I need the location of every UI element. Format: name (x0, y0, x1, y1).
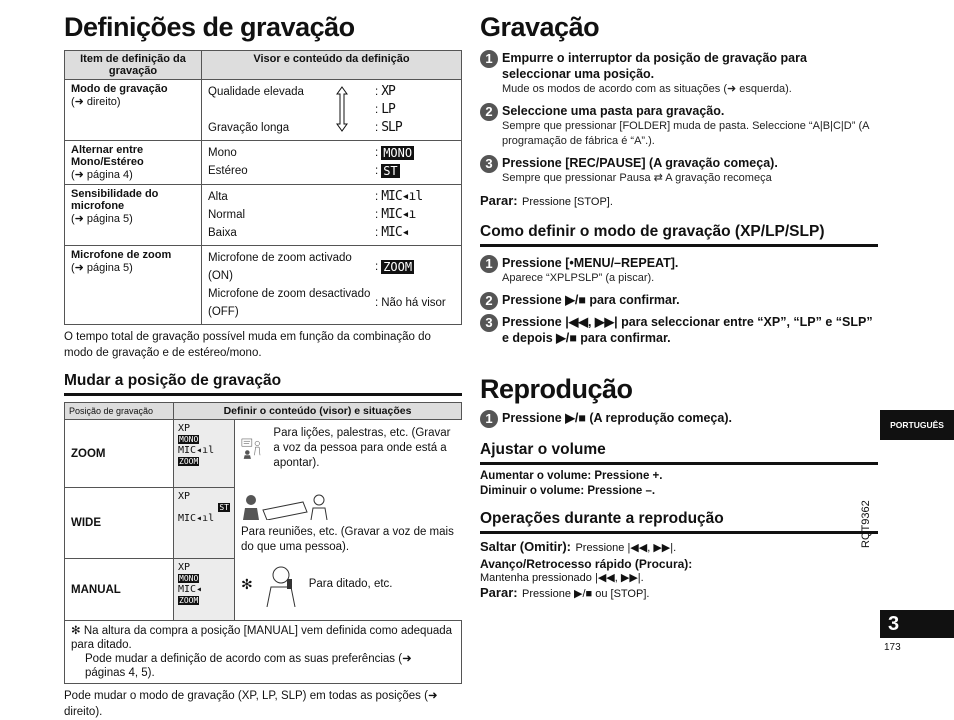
display-none: Não há visor (381, 297, 446, 309)
step-item (480, 255, 878, 286)
stop-label: Parar: (480, 585, 518, 600)
footnote-line: ✻ Na altura da compra a posição [MANUAL] vem definida como adequada para ditado. (71, 625, 453, 651)
stop-line (480, 192, 878, 210)
position-description: Para ditado, etc. (308, 578, 393, 590)
display-stack (174, 488, 235, 559)
section-title-recording: Gravação (480, 12, 600, 42)
display-slp: SLP (381, 120, 402, 135)
table-header-visor: Visor e conteúdo da definição (202, 51, 462, 80)
ff-text: Mantenha pressionado |◀◀, ▶▶|. (480, 572, 644, 584)
position-description: Para reuniões, etc. (Gravar a voz de mais do que uma pessoa). (241, 525, 454, 553)
display-stack (174, 559, 235, 621)
step-text: Pressione [•MENU/–REPEAT]. (502, 256, 679, 270)
subsection-title-operations: Operações durante a reprodução (480, 509, 878, 534)
step-text: Seleccione uma pasta para gravação. (502, 104, 725, 118)
position-name: ZOOM (65, 420, 174, 488)
table-row: Microfone de zoom (➜ página 5) Microfone de zoom activado (ON) : ZOOM Microfone de zoom desactivado (OFF) : Não há visor (65, 246, 462, 325)
step-text: Pressione |◀◀, ▶▶| para seleccionar entre “XP”, “LP” e “SLP” e depois ▶/■ para confirmar. (502, 315, 873, 345)
dictation-illustration-icon (261, 563, 301, 607)
position-description: Para lições, palestras, etc. (Gravar a voz da pessoa para onde está a apontar). (273, 426, 451, 469)
skip-text: Pressione |◀◀, ▶▶|. (575, 542, 677, 554)
option-label: Qualidade elevada (208, 86, 304, 98)
step-number: 2 (480, 103, 498, 121)
left-column (64, 10, 462, 720)
asterisk-icon: ✻ (241, 576, 253, 592)
display-line: XP (178, 491, 191, 502)
skip-label: Saltar (Omitir): (480, 539, 572, 554)
display-line: ST (219, 503, 229, 512)
display-mic-high: MIC◂ıl (381, 189, 423, 204)
display-xp: XP (381, 84, 395, 99)
step-item (480, 103, 878, 149)
ff-label: Avanço/Retrocesso rápido (Procura): (480, 557, 693, 571)
step-number: 1 (480, 255, 498, 273)
subsection-title-volume: Ajustar o volume (480, 440, 878, 465)
volume-up: Aumentar o volume: Pressione +. (480, 470, 663, 482)
table-header-definition: Definir o conteúdo (visor) e situações (174, 403, 462, 420)
skip-line (480, 538, 878, 557)
table-footnote (65, 621, 462, 684)
table-row: Sensibilidade do microfone (➜ página 5) Alta : MIC◂ıl Normal : MIC◂ı Baixa : MIC◂ (65, 185, 462, 246)
position-name: WIDE (65, 488, 174, 559)
step-text: Pressione ▶/■ (A reprodução começa). (502, 411, 732, 425)
meeting-illustration-icon (241, 492, 331, 520)
step-item (480, 155, 878, 186)
volume-down: Diminuir o volume: Pressione –. (480, 485, 656, 497)
step-item (480, 314, 878, 346)
option-label: Baixa (208, 227, 237, 239)
subsection-title-position: Mudar a posição de gravação (64, 371, 462, 396)
step-number: 3 (480, 155, 498, 173)
option-label: Normal (208, 209, 246, 221)
option-label: Microfone de zoom activado (ON) (208, 252, 352, 282)
table-row: Modo de gravação (➜ direito) Qualidade elevada : XP : LP Gravação longa : SLP (65, 80, 462, 141)
right-column (480, 10, 878, 603)
display-line: MONO (179, 435, 199, 444)
display-line: XP (178, 562, 191, 573)
step-number: 1 (480, 50, 498, 68)
option-label: Microfone de zoom desactivado (OFF) (208, 288, 371, 318)
stop-text: Pressione [STOP]. (522, 196, 613, 208)
stop-line (480, 584, 878, 603)
step-text: Pressione [REC/PAUSE] (A gravação começa). (502, 156, 778, 170)
row-name: Modo de gravação (71, 83, 168, 95)
display-line: MONO (179, 574, 199, 583)
option-label: Gravação longa (208, 122, 290, 134)
row-name: Microfone de zoom (71, 249, 172, 261)
step-sub: Mude os modos de acordo com as situações (➜ esquerda). (502, 83, 792, 95)
table-header-item: Item de definição da gravação (65, 51, 202, 80)
step-item (480, 410, 878, 426)
display-line: MIC◂ (178, 584, 203, 595)
table-header-position: Posição de gravação (65, 403, 174, 420)
option-label: Mono (208, 147, 237, 159)
double-arrow-icon (336, 86, 348, 132)
note-paragraph: Pode mudar o modo de gravação (XP, LP, SLP) em todas as posições (➜ direito). (64, 690, 438, 718)
section-title-playback: Reprodução (480, 374, 633, 404)
display-mic-normal: MIC◂ı (381, 207, 416, 222)
row-ref: (➜ página 5) (71, 213, 133, 225)
step-sub: Sempre que pressionar [FOLDER] muda de pasta. Seleccione “A|B|C|D” (A programação de fábrica é “A”.). (502, 120, 869, 147)
step-sub: Sempre que pressionar Pausa ⇄ A gravação recomeça (502, 172, 772, 184)
table-row (65, 559, 462, 621)
note-paragraph: O tempo total de gravação possível muda em função da combinação do modo de gravação e de estéreo/mono. (64, 331, 431, 359)
lecture-illustration-icon (241, 424, 265, 472)
step-item (480, 50, 878, 97)
row-name: Alternar entre Mono/Estéreo (71, 144, 144, 168)
step-number: 2 (480, 292, 498, 310)
display-st: ST (383, 164, 398, 178)
row-ref: (➜ página 5) (71, 262, 133, 274)
display-mono: MONO (383, 146, 413, 160)
section-title-settings: Definições de gravação (64, 12, 355, 42)
row-ref: (➜ direito) (71, 96, 121, 108)
stop-label: Parar: (480, 193, 518, 208)
step-item (480, 292, 878, 308)
subsection-title-mode: Como definir o modo de gravação (XP/LP/SLP) (480, 222, 878, 247)
row-name: Sensibilidade do microfone (71, 188, 159, 212)
step-sub: Aparece “XPLPSLP” (a piscar). (502, 272, 655, 284)
display-line: MIC◂ıl (178, 513, 215, 524)
position-table (64, 402, 462, 684)
display-zoom: ZOOM (383, 260, 413, 274)
page-number: 173 (884, 642, 901, 653)
table-row (65, 488, 462, 559)
stop-text: Pressione ▶/■ ou [STOP]. (522, 588, 650, 600)
table-row (65, 420, 462, 488)
display-lp: LP (381, 102, 395, 117)
step-number: 1 (480, 410, 498, 428)
step-text: Pressione ▶/■ para confirmar. (502, 293, 680, 307)
step-number: 3 (480, 314, 498, 332)
option-label: Estéreo (208, 165, 248, 177)
row-ref: (➜ página 4) (71, 169, 133, 181)
table-row: Alternar entre Mono/Estéreo (➜ página 4) Mono : MONO Estéreo : ST (65, 141, 462, 185)
page-number-box: 3 (880, 610, 954, 638)
display-line: XP (178, 423, 191, 434)
display-stack (174, 420, 235, 488)
model-code: RQT9362 (860, 500, 872, 548)
footnote-line: Pode mudar a definição de acordo com as suas preferências (➜ páginas 4, 5). (85, 653, 412, 679)
settings-table (64, 50, 462, 325)
position-name: MANUAL (65, 559, 174, 621)
option-label: Alta (208, 191, 228, 203)
step-text: Empurre o interruptor da posição de gravação para seleccionar uma posição. (502, 51, 807, 81)
language-tab: PORTUGUÊS (880, 410, 954, 440)
display-line: ZOOM (179, 457, 199, 466)
display-line: MIC◂ıl (178, 445, 215, 456)
display-line: ZOOM (179, 596, 199, 605)
display-mic-low: MIC◂ (381, 225, 409, 240)
